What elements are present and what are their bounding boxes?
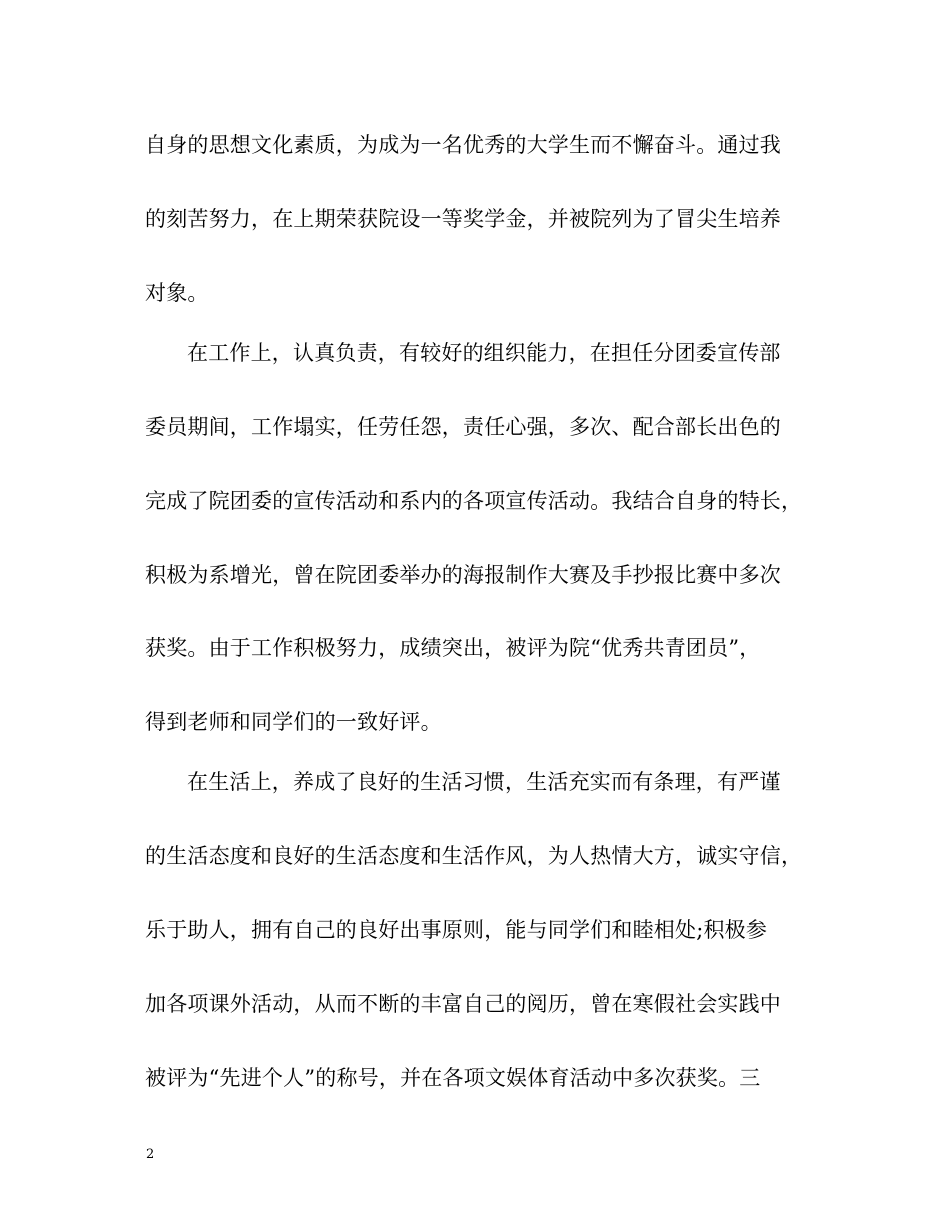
text-line: 完成了院团委的宣传活动和系内的各项宣传活动。我结合自身的特长，	[145, 489, 803, 513]
text-line: 得到老师和同学们的一致好评。	[145, 710, 442, 734]
paragraph-start-line: 在生活上，养成了良好的生活习惯，生活充实而有条理，有严谨	[187, 770, 781, 794]
text-line: 的刻苦努力，在上期荣获院设一等奖学金，并被院列为了冒尖生培养	[145, 207, 781, 231]
text-line: 自身的思想文化素质，为成为一名优秀的大学生而不懈奋斗。通过我	[145, 133, 781, 157]
text-line: 乐于助人，拥有自己的良好出事原则，能与同学们和睦相处;积极参	[145, 918, 768, 942]
text-line: 加各项课外活动，从而不断的丰富自己的阅历，曾在寒假社会实践中	[145, 992, 781, 1016]
text-line: 对象。	[145, 281, 209, 305]
text-line: 被评为“先进个人”的称号，并在各项文娱体育活动中多次获奖。三	[145, 1066, 761, 1090]
text-line: 委员期间，工作塌实，任劳任怨，责任心强，多次、配合部长出色的	[145, 415, 781, 439]
text-line: 获奖。由于工作积极努力，成绩突出，被评为院“优秀共青团员”，	[145, 636, 761, 660]
page-number: 2	[146, 1147, 155, 1162]
text-line: 的生活态度和良好的生活态度和生活作风，为人热情大方，诚实守信，	[145, 844, 803, 868]
text-line: 积极为系增光，曾在院团委举办的海报制作大赛及手抄报比赛中多次	[145, 563, 781, 587]
paragraph-start-line: 在工作上，认真负责，有较好的组织能力，在担任分团委宣传部	[187, 341, 781, 365]
